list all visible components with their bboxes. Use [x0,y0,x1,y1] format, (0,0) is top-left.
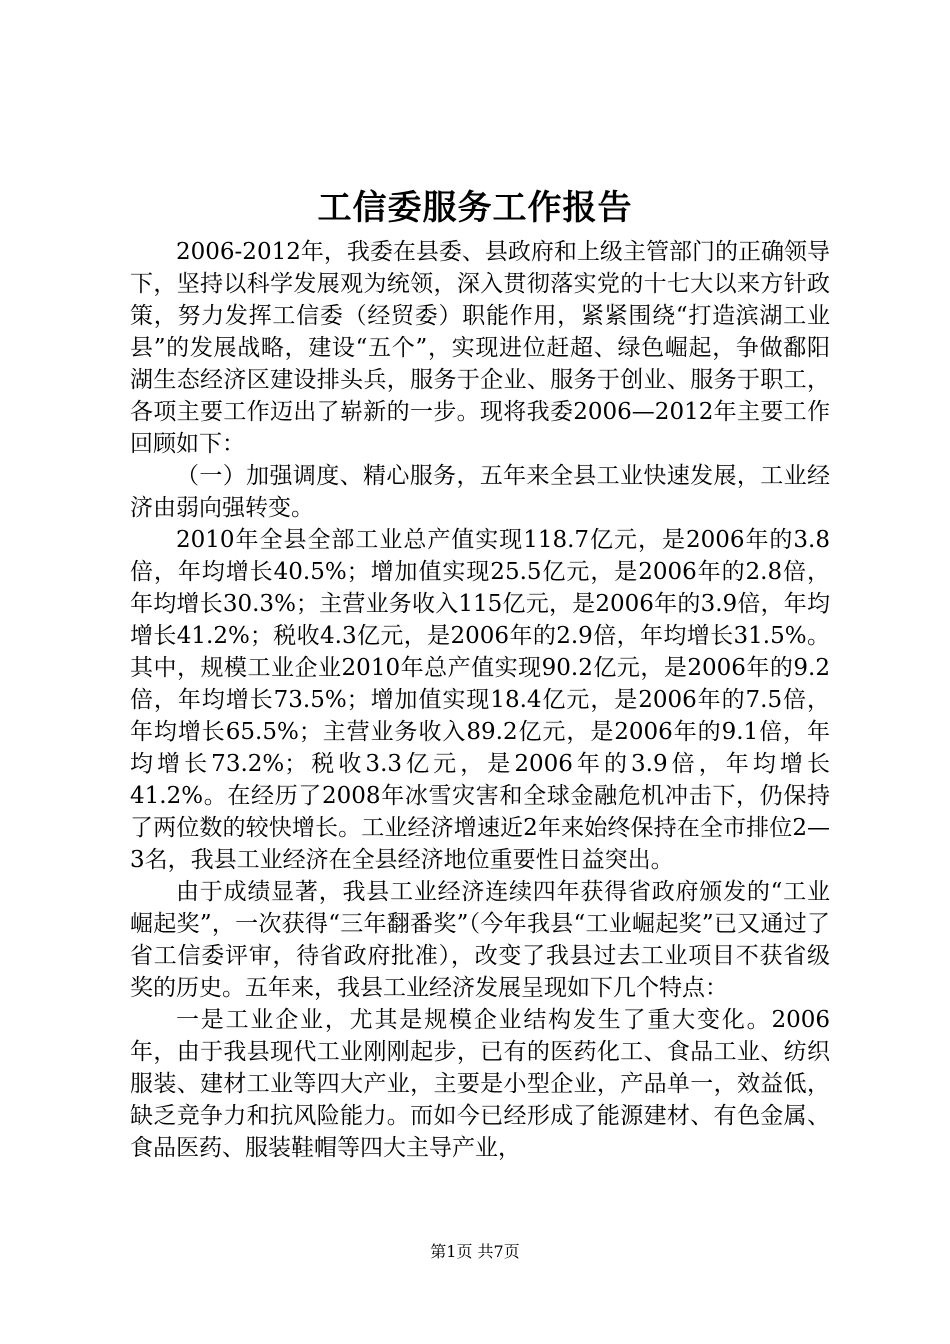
paragraph: 由于成绩显著，我县工业经济连续四年获得省政府颁发的“工业崛起奖”，一次获得“三年翻番奖”（今年我县“工业崛起奖”已又通过了省工信委评审，待省政府批准），改变了我县过去工业项目不获省级奖的历史。五年来，我县工业经济发展呈现如下几个特点： [130,879,830,1001]
paragraph: 一是工业企业，尤其是规模企业结构发生了重大变化。2006年，由于我县现代工业刚刚起步，已有的医药化工、食品工业、纺织服装、建材工业等四大产业，主要是小型企业，产品单一，效益低，缺乏竞争力和抗风险能力。而如今已经形成了能源建材、有色金属、食品医药、服装鞋帽等四大主导产业， [130,1007,830,1161]
paragraph: 2006-2012年，我委在县委、县政府和上级主管部门的正确领导下，坚持以科学发展观为统领，深入贯彻落实党的十七大以来方针政策，努力发挥工信委（经贸委）职能作用，紧紧围绕“打造滨湖工业县”的发展战略，建设“五个”，实现进位赶超、绿色崛起，争做鄱阳湖生态经济区建设排头兵，服务于企业、服务于创业、服务于职工，各项主要工作迈出了崭新的一步。现将我委2006—2012年主要工作回顾如下： [130,239,830,457]
page-number-footer: 第1页 共7页 [430,1242,520,1261]
document-title: 工信委服务工作报告 [317,188,633,228]
document-body [130,236,830,1164]
paragraph: （一）加强调度、精心服务，五年来全县工业快速发展，工业经济由弱向强转变。 [130,463,830,521]
paragraph: 2010年全县全部工业总产值实现118.7亿元，是2006年的3.8倍，年均增长40.5%；增加值实现25.5亿元，是2006年的2.8倍，年均增长30.3%；主营业务收入115亿元，是2006年的3.9倍，年均增长41.2%；税收4.3亿元，是2006年的2.9倍，年均增长31.5%。其中，规模工业企业2010年总产值实现90.2亿元，是2006年的9.2倍，年均增长73.5%；增加值实现18.4亿元，是2006年的7.5倍，年均增长65.5%；主营业务收入89.2亿元，是2006年的9.1倍，年均增长73.2%；税收3.3亿元，是2006年的3.9倍，年均增长41.2%。在经历了2008年冰雪灾害和全球金融危机冲击下，仍保持了两位数的较快增长。工业经济增速近2年来始终保持在全市排位2—3名，我县工业经济在全县经济地位重要性日益突出。 [130,527,830,873]
